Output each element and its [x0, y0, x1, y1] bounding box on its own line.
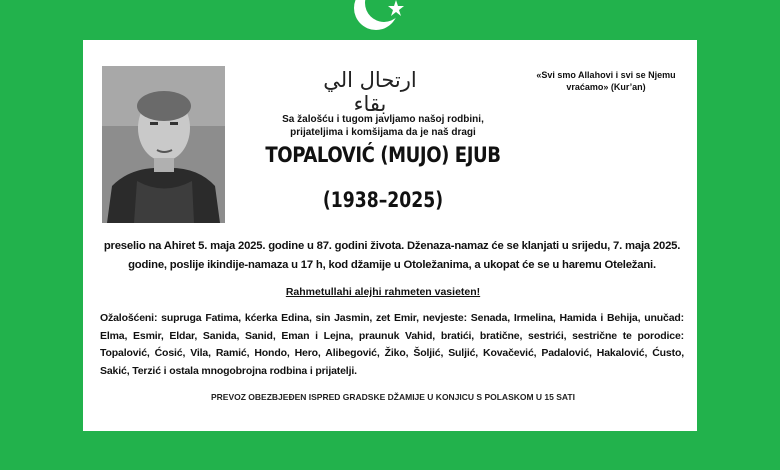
intro-text: Sa žalošću i tugom javljamo našoj rodbini, prijateljima i komšijama da je naš dragi — [282, 114, 484, 138]
quran-quote: «Svi smo Allahovi i svi se Njemu vraćamo» (Kur’an) — [536, 70, 676, 92]
crescent-star-icon — [346, 0, 416, 34]
life-years: (1938–2025) — [322, 188, 444, 212]
arabic-calligraphy: ارتحال الي بقاء — [323, 68, 417, 116]
deceased-portrait — [102, 66, 225, 223]
obituary-card — [83, 40, 697, 431]
mourners-list: Ožalošćeni: supruga Fatima, kćerka Edina, sin Jasmin, zet Emir, nevjeste: Senada, Irmelina, Hamida i Behija, unučad: Elma, Esmir, Eldar, Sanida, Sanid, Eman i Lejna, praunuk Vahid, bratići, bratične, sestrići, sestrične te porodice: Topalović, Ćosić, Vila, Ramić, Hondo, Hero, Alibegović, Žiko, Šoljić, Suljić, Kovačević, Padalović, Hakalović, Ćusto, Sakić, Terzić i ostala mnogobrojna rodbina i prijatelji. — [100, 312, 684, 378]
funeral-details: preselio na Ahiret 5. maja 2025. godine u 87. godini života. Dženaza-namaz će se klanjati u srijedu, 7. maja 2025. godine, poslije ikindije-namaza u 17 h, kod džamije u Otoležanima, a ukopat će se u haremu Oteležani. — [103, 240, 681, 271]
transport-note: PREVOZ OBEZBJEĐEN ISPRED GRADSKE DŽAMIJE U KONJICU S POLASKOM U 15 SATI — [211, 392, 575, 402]
prayer-line: Rahmetullahi alejhi rahmeten vasieten! — [285, 286, 481, 298]
deceased-name: TOPALOVIĆ (MUJO) EJUB — [265, 143, 501, 167]
